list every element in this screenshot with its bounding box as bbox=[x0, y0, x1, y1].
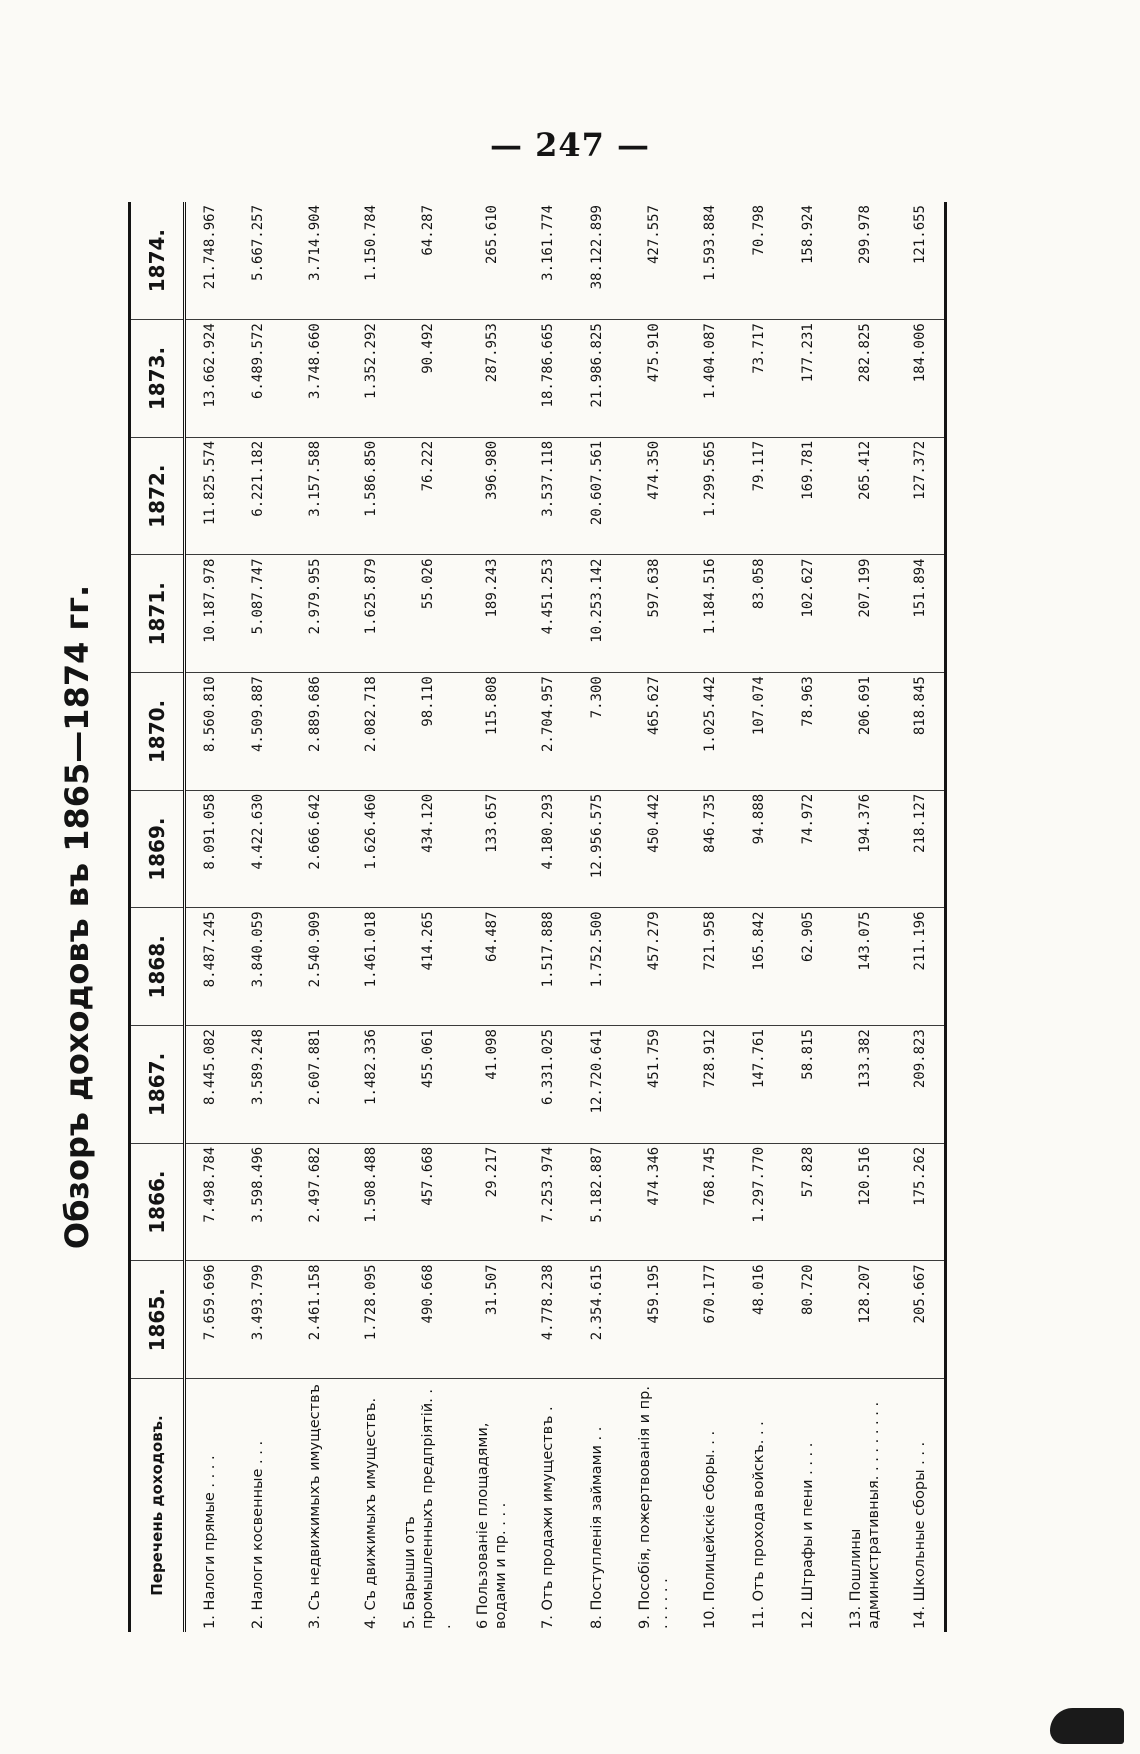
row-label: 7. Отъ продажи имуществъ . bbox=[540, 1406, 556, 1629]
value-cell: 1.586.850 bbox=[347, 437, 396, 555]
value-cell: 1.752.500 bbox=[573, 908, 622, 1026]
value-cell: 120.516 bbox=[833, 1143, 897, 1261]
value-cell: 64.487 bbox=[460, 908, 524, 1026]
value-cell: 455.061 bbox=[396, 1026, 460, 1144]
value-cell: 133.382 bbox=[833, 1026, 897, 1144]
value-cell: 1.297.770 bbox=[735, 1143, 784, 1261]
value-cell: 414.265 bbox=[396, 908, 460, 1026]
value-cell: 2.979.955 bbox=[283, 555, 347, 673]
table-row bbox=[460, 202, 524, 1632]
row-label: 6 Пользованіе площадями, водами и пр. . . . bbox=[474, 1422, 509, 1629]
value-cell: 211.196 bbox=[897, 908, 946, 1026]
value-cell: 98.110 bbox=[396, 673, 460, 791]
row-label: 10. Полицейскіе сборы. . . bbox=[702, 1430, 718, 1629]
value-cell: 165.842 bbox=[735, 908, 784, 1026]
table-title: Обзоръ доходовъ въ 1865—1874 гг. bbox=[58, 584, 96, 1250]
value-cell: 2.889.686 bbox=[283, 673, 347, 791]
value-cell: 1.517.888 bbox=[524, 908, 573, 1026]
value-cell: 10.253.142 bbox=[573, 555, 622, 673]
value-cell: 4.451.253 bbox=[524, 555, 573, 673]
value-cell: 7.300 bbox=[573, 673, 622, 791]
value-cell: 768.745 bbox=[686, 1143, 735, 1261]
table-row bbox=[897, 202, 946, 1632]
value-cell: 41.098 bbox=[460, 1026, 524, 1144]
value-cell: 21.748.967 bbox=[185, 202, 234, 320]
value-cell: 74.972 bbox=[784, 790, 833, 908]
value-cell: 133.657 bbox=[460, 790, 524, 908]
table-row bbox=[185, 202, 234, 1632]
table-row bbox=[347, 202, 396, 1632]
value-cell: 29.217 bbox=[460, 1143, 524, 1261]
row-label: 5. Барыши отъ промышленныхъ предпріятій. . . bbox=[401, 1388, 454, 1629]
value-cell: 20.607.561 bbox=[573, 437, 622, 555]
year-header: 1872. bbox=[130, 437, 185, 555]
value-cell: 1.626.460 bbox=[347, 790, 396, 908]
value-cell: 21.986.825 bbox=[573, 320, 622, 438]
value-cell: 670.177 bbox=[686, 1261, 735, 1379]
row-label: 13. Пошлины административныя. . . . . . . . . bbox=[847, 1401, 882, 1629]
row-label: 2. Налоги косвенные . . . bbox=[250, 1440, 266, 1629]
value-cell: 287.953 bbox=[460, 320, 524, 438]
table-row bbox=[396, 202, 460, 1632]
value-cell: 2.666.642 bbox=[283, 790, 347, 908]
value-cell: 13.662.924 bbox=[185, 320, 234, 438]
value-cell: 7.253.974 bbox=[524, 1143, 573, 1261]
value-cell: 1.184.516 bbox=[686, 555, 735, 673]
value-cell: 4.180.293 bbox=[524, 790, 573, 908]
value-cell: 10.187.978 bbox=[185, 555, 234, 673]
ink-blot bbox=[1050, 1708, 1124, 1744]
value-cell: 58.815 bbox=[784, 1026, 833, 1144]
value-cell: 12.956.575 bbox=[573, 790, 622, 908]
value-cell: 64.287 bbox=[396, 202, 460, 320]
value-cell: 189.243 bbox=[460, 555, 524, 673]
value-cell: 78.963 bbox=[784, 673, 833, 791]
value-cell: 8.560.810 bbox=[185, 673, 234, 791]
year-header: 1869. bbox=[130, 790, 185, 908]
value-cell: 1.299.565 bbox=[686, 437, 735, 555]
value-cell: 1.150.784 bbox=[347, 202, 396, 320]
value-cell: 1.482.336 bbox=[347, 1026, 396, 1144]
value-cell: 158.924 bbox=[784, 202, 833, 320]
value-cell: 8.445.082 bbox=[185, 1026, 234, 1144]
value-cell: 128.207 bbox=[833, 1261, 897, 1379]
value-cell: 4.509.887 bbox=[234, 673, 283, 791]
value-cell: 459.195 bbox=[622, 1261, 686, 1379]
row-label: 11. Отъ прохода войскъ. . . bbox=[751, 1421, 767, 1629]
value-cell: 465.627 bbox=[622, 673, 686, 791]
value-cell: 3.840.059 bbox=[234, 908, 283, 1026]
row-label: 9. Пособія, пожертвованія и пр. . . . . . . bbox=[636, 1386, 671, 1629]
table-row bbox=[573, 202, 622, 1632]
value-cell: 818.845 bbox=[897, 673, 946, 791]
table-row bbox=[234, 202, 283, 1632]
value-cell: 396.980 bbox=[460, 437, 524, 555]
value-cell: 3.589.248 bbox=[234, 1026, 283, 1144]
year-header: 1865. bbox=[130, 1261, 185, 1379]
value-cell: 2.704.957 bbox=[524, 673, 573, 791]
value-cell: 3.493.799 bbox=[234, 1261, 283, 1379]
row-label: 14. Школьные сборы . . . bbox=[912, 1441, 929, 1629]
value-cell: 1.461.018 bbox=[347, 908, 396, 1026]
value-cell: 1.508.488 bbox=[347, 1143, 396, 1261]
value-cell: 209.823 bbox=[897, 1026, 946, 1144]
value-cell: 1.404.087 bbox=[686, 320, 735, 438]
value-cell: 38.122.899 bbox=[573, 202, 622, 320]
value-cell: 5.087.747 bbox=[234, 555, 283, 673]
table-body bbox=[185, 202, 946, 1632]
value-cell: 427.557 bbox=[622, 202, 686, 320]
row-label: 3. Съ недвижимыхъ имуществъ bbox=[306, 1384, 323, 1629]
value-cell: 5.182.887 bbox=[573, 1143, 622, 1261]
header-row bbox=[130, 202, 185, 1632]
value-cell: 194.376 bbox=[833, 790, 897, 908]
value-cell: 143.075 bbox=[833, 908, 897, 1026]
value-cell: 1.728.095 bbox=[347, 1261, 396, 1379]
value-cell: 457.668 bbox=[396, 1143, 460, 1261]
table-row bbox=[622, 202, 686, 1632]
value-cell: 2.082.718 bbox=[347, 673, 396, 791]
value-cell: 151.894 bbox=[897, 555, 946, 673]
value-cell: 147.761 bbox=[735, 1026, 784, 1144]
value-cell: 207.199 bbox=[833, 555, 897, 673]
row-label: 1. Налоги прямые . . . . bbox=[201, 1455, 218, 1629]
year-header: 1867. bbox=[130, 1026, 185, 1144]
value-cell: 48.016 bbox=[735, 1261, 784, 1379]
value-cell: 475.910 bbox=[622, 320, 686, 438]
year-header: 1868. bbox=[130, 908, 185, 1026]
value-cell: 299.978 bbox=[833, 202, 897, 320]
table-row bbox=[735, 202, 784, 1632]
value-cell: 2.607.881 bbox=[283, 1026, 347, 1144]
value-cell: 6.221.182 bbox=[234, 437, 283, 555]
value-cell: 8.487.245 bbox=[185, 908, 234, 1026]
value-cell: 94.888 bbox=[735, 790, 784, 908]
value-cell: 31.507 bbox=[460, 1261, 524, 1379]
row-label: 12. Штрафы и пени . . . . bbox=[800, 1442, 816, 1629]
value-cell: 4.778.238 bbox=[524, 1261, 573, 1379]
value-cell: 434.120 bbox=[396, 790, 460, 908]
value-cell: 3.598.496 bbox=[234, 1143, 283, 1261]
value-cell: 177.231 bbox=[784, 320, 833, 438]
value-cell: 175.262 bbox=[897, 1143, 946, 1261]
value-cell: 90.492 bbox=[396, 320, 460, 438]
value-cell: 450.442 bbox=[622, 790, 686, 908]
value-cell: 206.691 bbox=[833, 673, 897, 791]
value-cell: 62.905 bbox=[784, 908, 833, 1026]
value-cell: 2.540.909 bbox=[283, 908, 347, 1026]
value-cell: 282.825 bbox=[833, 320, 897, 438]
value-cell: 70.798 bbox=[735, 202, 784, 320]
value-cell: 218.127 bbox=[897, 790, 946, 908]
table-row bbox=[283, 202, 347, 1632]
value-cell: 83.058 bbox=[735, 555, 784, 673]
row-label: 4. Съ движимыхъ имуществъ. bbox=[363, 1397, 379, 1629]
value-cell: 55.026 bbox=[396, 555, 460, 673]
value-cell: 184.006 bbox=[897, 320, 946, 438]
value-cell: 107.074 bbox=[735, 673, 784, 791]
value-cell: 3.748.660 bbox=[283, 320, 347, 438]
value-cell: 102.627 bbox=[784, 555, 833, 673]
value-cell: 265.610 bbox=[460, 202, 524, 320]
value-cell: 597.638 bbox=[622, 555, 686, 673]
value-cell: 721.958 bbox=[686, 908, 735, 1026]
year-header: 1873. bbox=[130, 320, 185, 438]
row-label: 8. Поступленія займами . . bbox=[589, 1426, 605, 1629]
rotated-table-page bbox=[50, 80, 950, 1632]
column-header-revenue-list: Перечень доходовъ. bbox=[130, 1379, 185, 1632]
value-cell: 7.659.696 bbox=[185, 1261, 234, 1379]
value-cell: 1.625.879 bbox=[347, 555, 396, 673]
value-cell: 474.346 bbox=[622, 1143, 686, 1261]
value-cell: 8.091.058 bbox=[185, 790, 234, 908]
value-cell: 1.352.292 bbox=[347, 320, 396, 438]
value-cell: 6.489.572 bbox=[234, 320, 283, 438]
value-cell: 490.668 bbox=[396, 1261, 460, 1379]
value-cell: 169.781 bbox=[784, 437, 833, 555]
value-cell: 728.912 bbox=[686, 1026, 735, 1144]
table-row bbox=[686, 202, 735, 1632]
year-header: 1871. bbox=[130, 555, 185, 673]
value-cell: 79.117 bbox=[735, 437, 784, 555]
value-cell: 18.786.665 bbox=[524, 320, 573, 438]
value-cell: 5.667.257 bbox=[234, 202, 283, 320]
revenue-table bbox=[128, 202, 947, 1632]
value-cell: 3.537.118 bbox=[524, 437, 573, 555]
value-cell: 2.497.682 bbox=[283, 1143, 347, 1261]
value-cell: 121.655 bbox=[897, 202, 946, 320]
value-cell: 451.759 bbox=[622, 1026, 686, 1144]
year-header: 1870. bbox=[130, 673, 185, 791]
value-cell: 3.161.774 bbox=[524, 202, 573, 320]
table-row bbox=[833, 202, 897, 1632]
value-cell: 2.461.158 bbox=[283, 1261, 347, 1379]
value-cell: 76.222 bbox=[396, 437, 460, 555]
value-cell: 846.735 bbox=[686, 790, 735, 908]
value-cell: 115.808 bbox=[460, 673, 524, 791]
value-cell: 73.717 bbox=[735, 320, 784, 438]
value-cell: 3.714.904 bbox=[283, 202, 347, 320]
value-cell: 205.667 bbox=[897, 1261, 946, 1379]
value-cell: 57.828 bbox=[784, 1143, 833, 1261]
year-header: 1866. bbox=[130, 1143, 185, 1261]
value-cell: 3.157.588 bbox=[283, 437, 347, 555]
value-cell: 1.025.442 bbox=[686, 673, 735, 791]
value-cell: 80.720 bbox=[784, 1261, 833, 1379]
value-cell: 265.412 bbox=[833, 437, 897, 555]
value-cell: 2.354.615 bbox=[573, 1261, 622, 1379]
value-cell: 127.372 bbox=[897, 437, 946, 555]
year-header: 1874. bbox=[130, 202, 185, 320]
table-row bbox=[784, 202, 833, 1632]
value-cell: 4.422.630 bbox=[234, 790, 283, 908]
page-number: — 247 — bbox=[489, 126, 651, 164]
value-cell: 474.350 bbox=[622, 437, 686, 555]
value-cell: 7.498.784 bbox=[185, 1143, 234, 1261]
value-cell: 1.593.884 bbox=[686, 202, 735, 320]
value-cell: 6.331.025 bbox=[524, 1026, 573, 1144]
value-cell: 12.720.641 bbox=[573, 1026, 622, 1144]
value-cell: 11.825.574 bbox=[185, 437, 234, 555]
value-cell: 457.279 bbox=[622, 908, 686, 1026]
table-row bbox=[524, 202, 573, 1632]
